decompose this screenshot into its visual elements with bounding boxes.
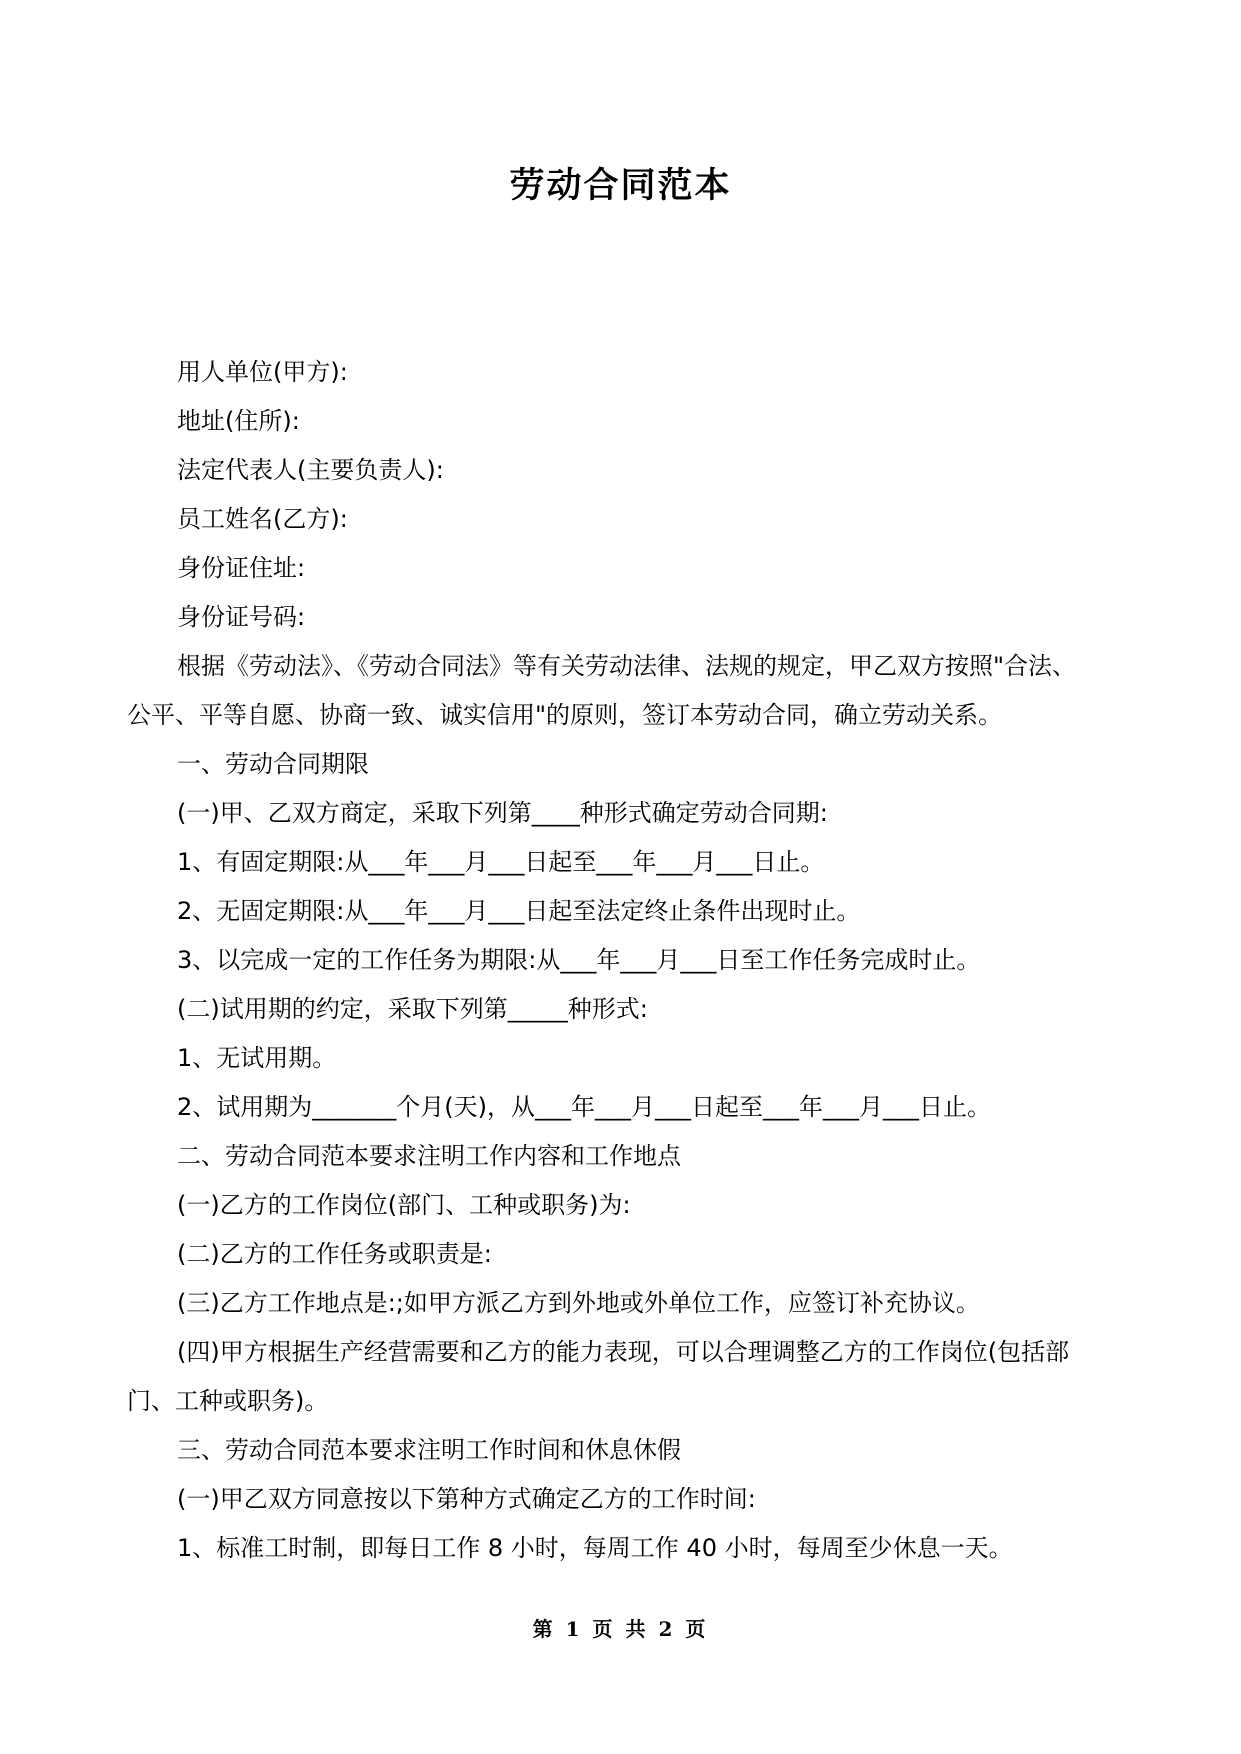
- clause-2-4: (四)甲方根据生产经营需要和乙方的能力表现，可以合理调整乙方的工作岗位(包括部门、工种或职务)。: [127, 1338, 1070, 1415]
- legal-rep-field: 法定代表人(主要负责人):: [177, 456, 444, 484]
- clause-2-3: (三)乙方工作地点是:;如甲方派乙方到外地或外单位工作，应签订补充协议。: [177, 1289, 980, 1317]
- section-1-heading: 一、劳动合同期限: [177, 750, 369, 778]
- clause-1-1-item-3: 3、以完成一定的工作任务为期限:从___年___月___日至工作任务完成时止。: [177, 946, 981, 974]
- clause-1-1: (一)甲、乙双方商定，采取下列第____种形式确定劳动合同期:: [177, 799, 828, 827]
- document-title: 劳动合同范本: [509, 166, 732, 206]
- employer-field: 用人单位(甲方):: [177, 358, 348, 386]
- clause-2-1: (一)乙方的工作岗位(部门、工种或职务)为:: [177, 1191, 631, 1219]
- clause-1-2-item-2: 2、试用期为_______个月(天)，从___年___月___日起至___年___月___日止。: [177, 1093, 991, 1121]
- address-field: 地址(住所):: [177, 407, 300, 435]
- clause-3-1-item-1: 1、标准工时制，即每日工作 8 小时，每周工作 40 小时，每周至少休息一天。: [177, 1534, 1013, 1562]
- section-2-heading: 二、劳动合同范本要求注明工作内容和工作地点: [177, 1142, 681, 1170]
- preamble-paragraph: 根据《劳动法》、《劳动合同法》等有关劳动法律、法规的规定，甲乙双方按照"合法、公平、平等自愿、协商一致、诚实信用"的原则，签订本劳动合同，确立劳动关系。: [127, 652, 1077, 729]
- clause-1-1-item-1: 1、有固定期限:从___年___月___日起至___年___月___日止。: [177, 848, 825, 876]
- id-address-field: 身份证住址:: [177, 554, 306, 582]
- clause-1-2: (二)试用期的约定，采取下列第_____种形式:: [177, 995, 648, 1023]
- clause-1-1-item-2: 2、无固定期限:从___年___月___日起至法定终止条件出现时止。: [177, 897, 861, 925]
- document-body: [127, 348, 1100, 1573]
- section-3-heading: 三、劳动合同范本要求注明工作时间和休息休假: [177, 1436, 681, 1464]
- page-footer: 第 1 页 共 2 页: [532, 1617, 709, 1641]
- clause-2-2: (二)乙方的工作任务或职责是:: [177, 1240, 492, 1268]
- employee-name-field: 员工姓名(乙方):: [177, 505, 348, 533]
- clause-1-2-item-1: 1、无试用期。: [177, 1044, 337, 1072]
- clause-3-1: (一)甲乙双方同意按以下第种方式确定乙方的工作时间:: [177, 1485, 756, 1513]
- id-number-field: 身份证号码:: [177, 603, 306, 631]
